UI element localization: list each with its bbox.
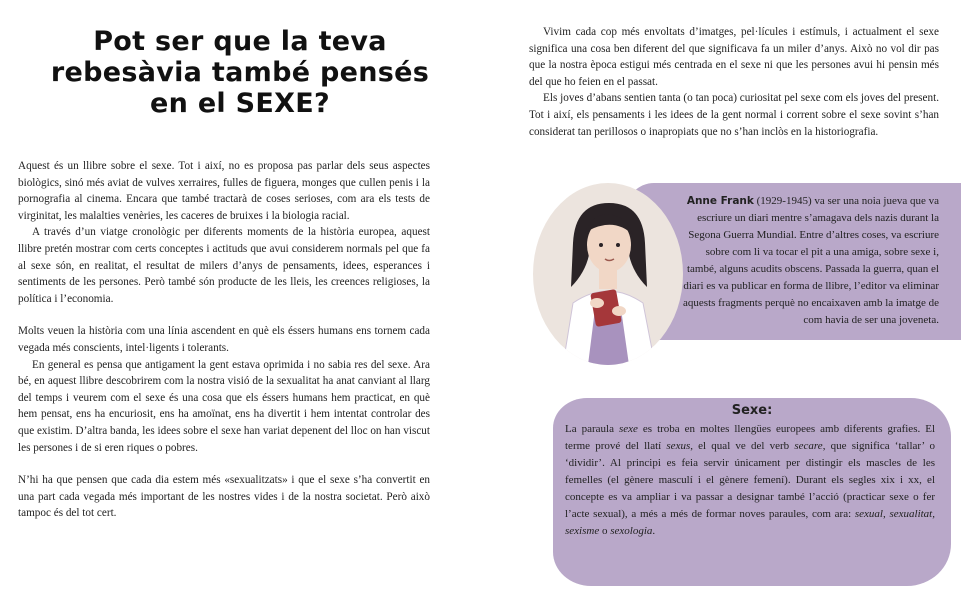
- title-line-2: rebesàvia també pensés: [50, 57, 430, 88]
- anne-frank-illustration: [533, 183, 683, 365]
- left-body-text: [18, 158, 430, 522]
- paragraph: En general es pensa que antigament la gent estava oprimida i no sabia res del sexe. Ara bé, en aquest llibre descobrirem com la nostra visió de la sexualitat ha anat canviant al llarg del temps i veurem com el sexe és una cosa que els éssers humans hem practicat, en què hem pensat, ens ha encuriosit, ens ha amoïnat, ens ha divertit i hem intentat controlar des que existim. D’altra banda, les idees sobre el sexe han variat depenent del lloc on han viscut les persones i de si eren riques o pobres.: [18, 358, 430, 454]
- text-fragment: .: [652, 525, 656, 537]
- italic-term: sexual, sexualitat, sexisme: [565, 508, 935, 537]
- title-line-3: en el SEXE?: [149, 88, 330, 119]
- italic-term: sexe: [618, 423, 638, 435]
- italic-term: sexus: [666, 440, 691, 452]
- anne-frank-name: Anne Frank: [686, 195, 754, 207]
- paragraph: Els joves d’abans sentien tanta (o tan poca) curiositat pel sexe com els joves del present. Tot i així, els pensaments i les idees de la gent normal i corrent sobre el sexe sovint s’han considerat tan perillosos o inapropiats que no s’han inclòs en la historiografia.: [529, 92, 939, 138]
- title-line-1: Pot ser que la teva: [93, 26, 387, 57]
- anne-frank-description: (1929-1945) va ser una noia jueva que va escriure un diari mentre s’amagava dels nazis durant la Segona Guerra Mundial. Entre d’altres coses, va escriure sobre com li va tocar el pit a una amiga, sobre sexe i, també, alguns acudits obscens. Passada la guerra, quan el diari es va publicar en forma de llibre, l’editor va eliminar aquests fragments perquè no encaixaven amb la imatge de com havia de ser una joveneta.: [683, 195, 939, 326]
- portrait-icon: [533, 183, 683, 365]
- paragraph: A través d’un viatge cronològic per diferents moments de la història europea, aquest llibre pretén mostrar com certs conceptes i actituds que avui considerem normals pel que fa al sexe són, en realitat, el resultat de milers d’anys de pensaments, idees, esperances i sentiments de les persones. Però també són producte de les lleis, les creences religioses, la política i l’economia.: [18, 226, 430, 305]
- text-fragment: La paraula: [565, 423, 619, 435]
- right-body-text: [529, 24, 939, 140]
- sexe-definition-text: [565, 421, 935, 540]
- paragraph: Vivim cada cop més envoltats d’imatges, pel·lícules i estímuls, i actualment el sexe significa una cosa ben diferent del que significava fa un miler d’anys. Això no vol dir pas que la nostra època estigui més centrada en el sexe ni que les persones avui hi pensin més del que ho feien en el passat.: [529, 26, 939, 88]
- text-fragment: es troba en moltes llengües europees amb diferents grafies. El terme prové del llatí: [565, 423, 935, 452]
- paragraph: N’hi ha que pensen que cada dia estem més «sexualitzats» i que el sexe s’ha convertit en una part cada vegada més important de les nostres vides i de la nostra societat. Però això tampoc és del tot cert.: [18, 474, 430, 520]
- paragraph: Aquest és un llibre sobre el sexe. Tot i així, no es proposa pas parlar dels seus aspectes biològics, sinó més aviat de vulves xerraires, fulles de figuera, monges que cullen penis i la pornografia al cinema. Encara que també tractarà de coses serioses, com ara els tests de virginitat, les malalties venèries, les caceres de bruixes i la biologia racial.: [18, 160, 430, 222]
- right-page: [481, 0, 962, 607]
- italic-term: sexologia: [610, 525, 653, 537]
- page-title: [30, 26, 450, 119]
- text-fragment: , el qual ve del verb: [690, 440, 795, 452]
- paragraph: Molts veuen la història com una línia ascendent en què els éssers humans ens tornem cada vegada més conscients, intel·ligents i tolerants.: [18, 325, 430, 354]
- text-fragment: , que significa ‘tallar’ o ‘dividir’. Al principi es feia servir únicament per distingir els mascles de les femelles (el gènere masculí i el gènere femení). Durant els segles xix i xx, el concepte es va ampliar i va passar a designar també l’acció (practicar sexe o fer l’acte sexual), a més a més de formar noves paraules, com ara:: [565, 440, 935, 520]
- sexe-heading: Sexe:: [731, 403, 773, 418]
- text-fragment: o: [599, 525, 611, 537]
- italic-term: secare: [794, 440, 823, 452]
- anne-frank-text: [677, 193, 939, 329]
